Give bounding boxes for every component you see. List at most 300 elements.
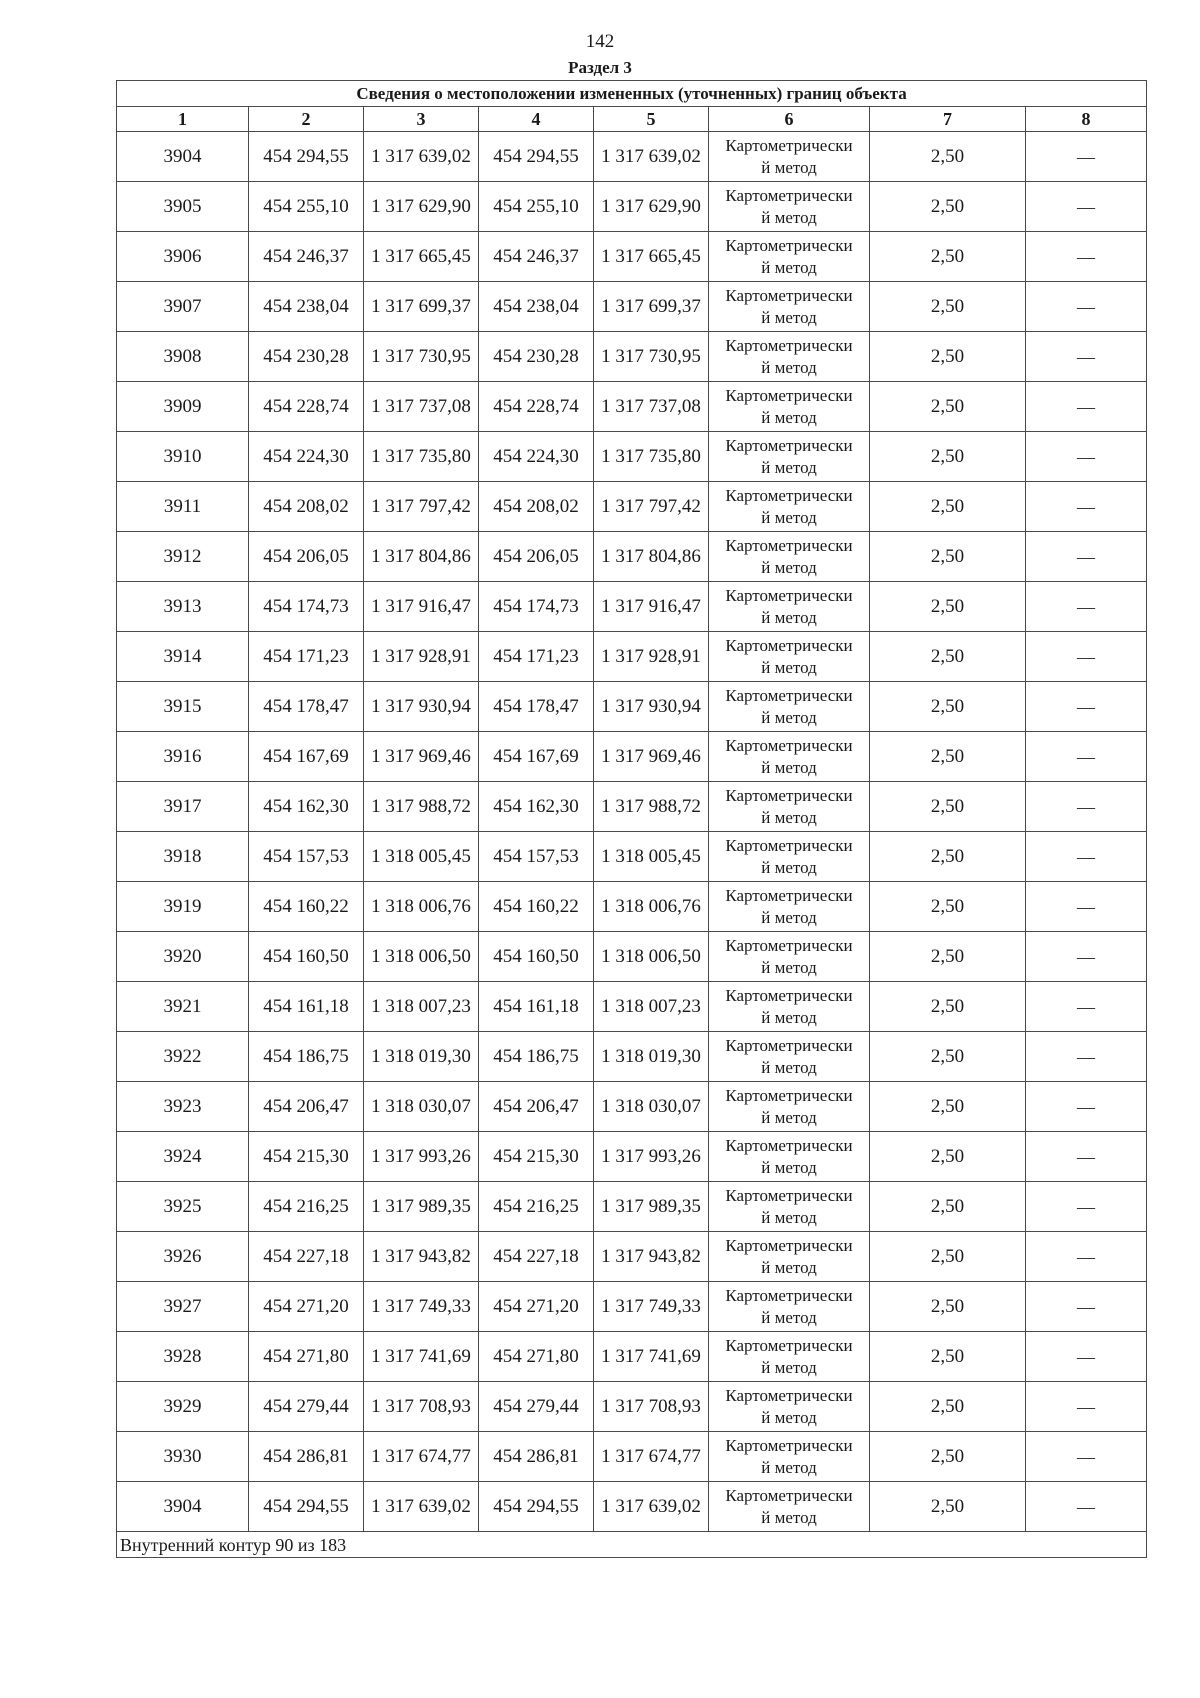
cell-x-coordinate-refined: 454 271,80 (479, 1332, 594, 1382)
method-line-2: й метод (761, 457, 817, 477)
cell-x-coordinate: 454 161,18 (249, 982, 364, 1032)
cell-point-number: 3922 (117, 1032, 249, 1082)
cell-x-coordinate-refined: 454 167,69 (479, 732, 594, 782)
cell-x-coordinate-refined: 454 208,02 (479, 482, 594, 532)
cell-y-coordinate: 1 317 928,91 (364, 632, 479, 682)
cell-y-coordinate-refined: 1 317 993,26 (594, 1132, 709, 1182)
cell-y-coordinate: 1 318 030,07 (364, 1082, 479, 1132)
cell-method (709, 1232, 870, 1282)
cell-point-number: 3904 (117, 132, 249, 182)
cell-x-coordinate-refined: 454 286,81 (479, 1432, 594, 1482)
cell-x-coordinate-refined: 454 162,30 (479, 782, 594, 832)
cell-method (709, 782, 870, 832)
column-header: 5 (594, 107, 709, 132)
method-line-1: Картометрически (725, 385, 853, 405)
cell-x-coordinate: 454 215,30 (249, 1132, 364, 1182)
cell-error: 2,50 (870, 532, 1026, 582)
cell-error: 2,50 (870, 832, 1026, 882)
cell-y-coordinate: 1 317 741,69 (364, 1332, 479, 1382)
cell-error: 2,50 (870, 782, 1026, 832)
cell-y-coordinate-refined: 1 318 030,07 (594, 1082, 709, 1132)
cell-x-coordinate: 454 286,81 (249, 1432, 364, 1482)
cell-method (709, 732, 870, 782)
table-row (117, 1432, 1147, 1482)
cell-x-coordinate-refined: 454 224,30 (479, 432, 594, 482)
cell-note: — (1026, 1432, 1147, 1482)
cell-method (709, 1132, 870, 1182)
cell-error: 2,50 (870, 1182, 1026, 1232)
cell-y-coordinate-refined: 1 317 969,46 (594, 732, 709, 782)
cell-note: — (1026, 1332, 1147, 1382)
method-line-1: Картометрически (725, 485, 853, 505)
method-line-2: й метод (761, 657, 817, 677)
cell-method (709, 682, 870, 732)
cell-y-coordinate: 1 317 989,35 (364, 1182, 479, 1232)
cell-y-coordinate-refined: 1 317 665,45 (594, 232, 709, 282)
cell-method (709, 482, 870, 532)
cell-note: — (1026, 532, 1147, 582)
method-line-2: й метод (761, 1357, 817, 1377)
page-number: 142 (585, 31, 615, 52)
cell-point-number: 3919 (117, 882, 249, 932)
cell-error: 2,50 (870, 1332, 1026, 1382)
method-line-2: й метод (761, 1207, 817, 1227)
cell-y-coordinate: 1 318 019,30 (364, 1032, 479, 1082)
cell-method (709, 932, 870, 982)
cell-point-number: 3917 (117, 782, 249, 832)
cell-x-coordinate: 454 238,04 (249, 282, 364, 332)
cell-y-coordinate-refined: 1 317 930,94 (594, 682, 709, 732)
cell-note: — (1026, 132, 1147, 182)
method-line-1: Картометрически (725, 1185, 853, 1205)
cell-x-coordinate-refined: 454 160,50 (479, 932, 594, 982)
cell-y-coordinate: 1 318 005,45 (364, 832, 479, 882)
cell-y-coordinate-refined: 1 317 629,90 (594, 182, 709, 232)
method-line-2: й метод (761, 1507, 817, 1527)
cell-note: — (1026, 432, 1147, 482)
method-line-1: Картометрически (725, 785, 853, 805)
table-row (117, 632, 1147, 682)
cell-y-coordinate: 1 317 639,02 (364, 1482, 479, 1532)
cell-note: — (1026, 1082, 1147, 1132)
cell-error: 2,50 (870, 882, 1026, 932)
method-line-2: й метод (761, 1307, 817, 1327)
table-row (117, 482, 1147, 532)
cell-y-coordinate-refined: 1 317 749,33 (594, 1282, 709, 1332)
method-line-1: Картометрически (725, 335, 853, 355)
table-row (117, 1182, 1147, 1232)
method-line-1: Картометрически (725, 1235, 853, 1255)
cell-note: — (1026, 1382, 1147, 1432)
table-row (117, 582, 1147, 632)
method-line-1: Картометрически (725, 185, 853, 205)
cell-x-coordinate: 454 279,44 (249, 1382, 364, 1432)
cell-x-coordinate-refined: 454 246,37 (479, 232, 594, 282)
cell-point-number: 3923 (117, 1082, 249, 1132)
cell-y-coordinate-refined: 1 317 730,95 (594, 332, 709, 382)
cell-note: — (1026, 1132, 1147, 1182)
table-row (117, 882, 1147, 932)
cell-point-number: 3927 (117, 1282, 249, 1332)
cell-method (709, 632, 870, 682)
column-header: 8 (1026, 107, 1147, 132)
method-line-2: й метод (761, 1157, 817, 1177)
cell-x-coordinate-refined: 454 279,44 (479, 1382, 594, 1432)
cell-note: — (1026, 1482, 1147, 1532)
cell-note: — (1026, 1032, 1147, 1082)
cell-error: 2,50 (870, 432, 1026, 482)
cell-error: 2,50 (870, 582, 1026, 632)
cell-point-number: 3908 (117, 332, 249, 382)
cell-x-coordinate-refined: 454 178,47 (479, 682, 594, 732)
cell-y-coordinate-refined: 1 317 988,72 (594, 782, 709, 832)
cell-error: 2,50 (870, 232, 1026, 282)
table-row (117, 1082, 1147, 1132)
method-line-2: й метод (761, 807, 817, 827)
cell-y-coordinate: 1 317 629,90 (364, 182, 479, 232)
cell-x-coordinate-refined: 454 255,10 (479, 182, 594, 232)
cell-error: 2,50 (870, 1082, 1026, 1132)
method-line-1: Картометрически (725, 535, 853, 555)
cell-y-coordinate-refined: 1 317 741,69 (594, 1332, 709, 1382)
table-row (117, 182, 1147, 232)
cell-note: — (1026, 332, 1147, 382)
cell-y-coordinate-refined: 1 317 943,82 (594, 1232, 709, 1282)
table-row (117, 532, 1147, 582)
cell-note: — (1026, 982, 1147, 1032)
table-row (117, 732, 1147, 782)
cell-y-coordinate-refined: 1 318 019,30 (594, 1032, 709, 1082)
cell-x-coordinate: 454 206,47 (249, 1082, 364, 1132)
cell-y-coordinate: 1 318 007,23 (364, 982, 479, 1032)
cell-note: — (1026, 482, 1147, 532)
method-line-1: Картометрически (725, 1285, 853, 1305)
method-line-1: Картометрически (725, 835, 853, 855)
cell-y-coordinate: 1 317 674,77 (364, 1432, 479, 1482)
cell-x-coordinate-refined: 454 216,25 (479, 1182, 594, 1232)
cell-y-coordinate-refined: 1 317 928,91 (594, 632, 709, 682)
table-body (117, 132, 1147, 1532)
table-row (117, 232, 1147, 282)
cell-y-coordinate: 1 317 993,26 (364, 1132, 479, 1182)
cell-note: — (1026, 1232, 1147, 1282)
cell-error: 2,50 (870, 1032, 1026, 1082)
cell-x-coordinate: 454 157,53 (249, 832, 364, 882)
table-footer: Внутренний контур 90 из 183 (117, 1532, 1147, 1558)
method-line-2: й метод (761, 1057, 817, 1077)
cell-y-coordinate: 1 317 797,42 (364, 482, 479, 532)
cell-x-coordinate: 454 208,02 (249, 482, 364, 532)
method-line-1: Картометрически (725, 235, 853, 255)
table-row (117, 1132, 1147, 1182)
column-header: 7 (870, 107, 1026, 132)
method-line-1: Картометрически (725, 135, 853, 155)
cell-method (709, 332, 870, 382)
cell-note: — (1026, 882, 1147, 932)
cell-y-coordinate-refined: 1 318 006,76 (594, 882, 709, 932)
cell-x-coordinate: 454 160,22 (249, 882, 364, 932)
cell-method (709, 582, 870, 632)
table-row (117, 982, 1147, 1032)
method-line-1: Картометрически (725, 1085, 853, 1105)
cell-y-coordinate: 1 317 749,33 (364, 1282, 479, 1332)
cell-point-number: 3929 (117, 1382, 249, 1432)
cell-method (709, 1332, 870, 1382)
table-row (117, 1332, 1147, 1382)
cell-point-number: 3920 (117, 932, 249, 982)
cell-point-number: 3928 (117, 1332, 249, 1382)
cell-x-coordinate: 454 255,10 (249, 182, 364, 232)
cell-y-coordinate-refined: 1 317 797,42 (594, 482, 709, 532)
cell-error: 2,50 (870, 282, 1026, 332)
cell-x-coordinate-refined: 454 157,53 (479, 832, 594, 882)
table-row (117, 332, 1147, 382)
method-line-2: й метод (761, 257, 817, 277)
cell-point-number: 3910 (117, 432, 249, 482)
cell-method (709, 1032, 870, 1082)
cell-x-coordinate: 454 294,55 (249, 132, 364, 182)
cell-y-coordinate: 1 317 969,46 (364, 732, 479, 782)
method-line-1: Картометрически (725, 885, 853, 905)
cell-x-coordinate: 454 294,55 (249, 1482, 364, 1532)
method-line-2: й метод (761, 907, 817, 927)
cell-y-coordinate-refined: 1 317 699,37 (594, 282, 709, 332)
cell-x-coordinate-refined: 454 160,22 (479, 882, 594, 932)
cell-method (709, 982, 870, 1032)
method-line-2: й метод (761, 757, 817, 777)
method-line-1: Картометрически (725, 635, 853, 655)
cell-error: 2,50 (870, 382, 1026, 432)
method-line-2: й метод (761, 957, 817, 977)
cell-x-coordinate-refined: 454 215,30 (479, 1132, 594, 1182)
method-line-1: Картометрически (725, 935, 853, 955)
cell-note: — (1026, 932, 1147, 982)
cell-x-coordinate: 454 224,30 (249, 432, 364, 482)
cell-method (709, 1082, 870, 1132)
method-line-1: Картометрически (725, 1435, 853, 1455)
cell-point-number: 3907 (117, 282, 249, 332)
method-line-2: й метод (761, 707, 817, 727)
cell-y-coordinate-refined: 1 317 916,47 (594, 582, 709, 632)
cell-point-number: 3906 (117, 232, 249, 282)
cell-x-coordinate-refined: 454 230,28 (479, 332, 594, 382)
cell-point-number: 3904 (117, 1482, 249, 1532)
method-line-1: Картометрически (725, 585, 853, 605)
cell-x-coordinate: 454 178,47 (249, 682, 364, 732)
method-line-1: Картометрически (725, 1485, 853, 1505)
cell-note: — (1026, 232, 1147, 282)
method-line-1: Картометрически (725, 735, 853, 755)
cell-method (709, 382, 870, 432)
cell-method (709, 882, 870, 932)
cell-x-coordinate-refined: 454 294,55 (479, 1482, 594, 1532)
table-caption: Сведения о местоположении измененных (уточненных) границ объекта (117, 81, 1147, 107)
cell-error: 2,50 (870, 1232, 1026, 1282)
cell-y-coordinate: 1 317 804,86 (364, 532, 479, 582)
cell-error: 2,50 (870, 1132, 1026, 1182)
cell-point-number: 3915 (117, 682, 249, 732)
method-line-1: Картометрически (725, 1385, 853, 1405)
cell-x-coordinate: 454 186,75 (249, 1032, 364, 1082)
cell-note: — (1026, 782, 1147, 832)
cell-error: 2,50 (870, 482, 1026, 532)
cell-x-coordinate-refined: 454 174,73 (479, 582, 594, 632)
cell-x-coordinate: 454 216,25 (249, 1182, 364, 1232)
cell-point-number: 3918 (117, 832, 249, 882)
table-row (117, 1482, 1147, 1532)
cell-y-coordinate: 1 317 708,93 (364, 1382, 479, 1432)
cell-point-number: 3905 (117, 182, 249, 232)
cell-method (709, 182, 870, 232)
cell-method (709, 282, 870, 332)
cell-point-number: 3924 (117, 1132, 249, 1182)
method-line-1: Картометрически (725, 1135, 853, 1155)
cell-note: — (1026, 1282, 1147, 1332)
cell-note: — (1026, 1182, 1147, 1232)
cell-error: 2,50 (870, 682, 1026, 732)
cell-note: — (1026, 732, 1147, 782)
cell-error: 2,50 (870, 1282, 1026, 1332)
cell-y-coordinate: 1 318 006,50 (364, 932, 479, 982)
cell-x-coordinate-refined: 454 294,55 (479, 132, 594, 182)
cell-y-coordinate: 1 317 916,47 (364, 582, 479, 632)
method-line-2: й метод (761, 1407, 817, 1427)
cell-y-coordinate-refined: 1 317 639,02 (594, 1482, 709, 1532)
cell-point-number: 3914 (117, 632, 249, 682)
cell-y-coordinate: 1 317 988,72 (364, 782, 479, 832)
cell-y-coordinate: 1 317 735,80 (364, 432, 479, 482)
cell-error: 2,50 (870, 1482, 1026, 1532)
method-line-2: й метод (761, 407, 817, 427)
cell-x-coordinate-refined: 454 271,20 (479, 1282, 594, 1332)
table-row (117, 282, 1147, 332)
method-line-2: й метод (761, 857, 817, 877)
cell-method (709, 1482, 870, 1532)
table-row (117, 1032, 1147, 1082)
cell-method (709, 232, 870, 282)
table-row (117, 382, 1147, 432)
cell-y-coordinate-refined: 1 317 674,77 (594, 1432, 709, 1482)
method-line-2: й метод (761, 357, 817, 377)
table-row (117, 782, 1147, 832)
table-row (117, 832, 1147, 882)
method-line-2: й метод (761, 557, 817, 577)
table-row (117, 1382, 1147, 1432)
cell-error: 2,50 (870, 732, 1026, 782)
cell-point-number: 3913 (117, 582, 249, 632)
cell-note: — (1026, 682, 1147, 732)
cell-method (709, 1382, 870, 1432)
cell-x-coordinate: 454 228,74 (249, 382, 364, 432)
method-line-2: й метод (761, 307, 817, 327)
cell-point-number: 3921 (117, 982, 249, 1032)
cell-y-coordinate: 1 317 639,02 (364, 132, 479, 182)
method-line-2: й метод (761, 157, 817, 177)
table-row (117, 132, 1147, 182)
table-row (117, 1232, 1147, 1282)
cell-error: 2,50 (870, 1382, 1026, 1432)
cell-y-coordinate-refined: 1 317 737,08 (594, 382, 709, 432)
cell-point-number: 3911 (117, 482, 249, 532)
cell-error: 2,50 (870, 182, 1026, 232)
cell-error: 2,50 (870, 632, 1026, 682)
cell-point-number: 3930 (117, 1432, 249, 1482)
cell-error: 2,50 (870, 932, 1026, 982)
cell-x-coordinate: 454 230,28 (249, 332, 364, 382)
cell-y-coordinate: 1 317 930,94 (364, 682, 479, 732)
cell-x-coordinate: 454 227,18 (249, 1232, 364, 1282)
column-header: 4 (479, 107, 594, 132)
cell-y-coordinate: 1 317 730,95 (364, 332, 479, 382)
cell-method (709, 1432, 870, 1482)
cell-x-coordinate: 454 174,73 (249, 582, 364, 632)
cell-x-coordinate-refined: 454 186,75 (479, 1032, 594, 1082)
cell-point-number: 3909 (117, 382, 249, 432)
cell-x-coordinate-refined: 454 228,74 (479, 382, 594, 432)
cell-x-coordinate: 454 271,80 (249, 1332, 364, 1382)
cell-y-coordinate-refined: 1 318 005,45 (594, 832, 709, 882)
cell-method (709, 832, 870, 882)
cell-method (709, 1282, 870, 1332)
cell-note: — (1026, 282, 1147, 332)
table-row (117, 932, 1147, 982)
cell-note: — (1026, 182, 1147, 232)
cell-y-coordinate: 1 317 943,82 (364, 1232, 479, 1282)
method-line-1: Картометрически (725, 285, 853, 305)
cell-y-coordinate: 1 317 665,45 (364, 232, 479, 282)
cell-error: 2,50 (870, 1432, 1026, 1482)
cell-method (709, 432, 870, 482)
method-line-2: й метод (761, 207, 817, 227)
table-row (117, 1282, 1147, 1332)
cell-method (709, 532, 870, 582)
cell-point-number: 3925 (117, 1182, 249, 1232)
cell-y-coordinate: 1 317 699,37 (364, 282, 479, 332)
cell-x-coordinate-refined: 454 238,04 (479, 282, 594, 332)
cell-error: 2,50 (870, 332, 1026, 382)
cell-x-coordinate-refined: 454 171,23 (479, 632, 594, 682)
cell-x-coordinate-refined: 454 206,47 (479, 1082, 594, 1132)
method-line-1: Картометрически (725, 435, 853, 455)
cell-y-coordinate-refined: 1 317 735,80 (594, 432, 709, 482)
column-header: 6 (709, 107, 870, 132)
method-line-1: Картометрически (725, 1335, 853, 1355)
cell-x-coordinate: 454 160,50 (249, 932, 364, 982)
method-line-1: Картометрически (725, 1035, 853, 1055)
table-row (117, 432, 1147, 482)
section-title: Раздел 3 (568, 58, 632, 77)
cell-error: 2,50 (870, 982, 1026, 1032)
cell-x-coordinate-refined: 454 227,18 (479, 1232, 594, 1282)
column-header: 2 (249, 107, 364, 132)
cell-point-number: 3926 (117, 1232, 249, 1282)
method-line-1: Картометрически (725, 685, 853, 705)
method-line-2: й метод (761, 607, 817, 627)
cell-x-coordinate: 454 162,30 (249, 782, 364, 832)
method-line-1: Картометрически (725, 985, 853, 1005)
cell-x-coordinate: 454 246,37 (249, 232, 364, 282)
cell-error: 2,50 (870, 132, 1026, 182)
table-row (117, 682, 1147, 732)
cell-x-coordinate: 454 271,20 (249, 1282, 364, 1332)
cell-x-coordinate-refined: 454 161,18 (479, 982, 594, 1032)
cell-method (709, 132, 870, 182)
cell-note: — (1026, 382, 1147, 432)
cell-y-coordinate: 1 318 006,76 (364, 882, 479, 932)
cell-note: — (1026, 582, 1147, 632)
column-header-row (117, 107, 1147, 132)
method-line-2: й метод (761, 1107, 817, 1127)
